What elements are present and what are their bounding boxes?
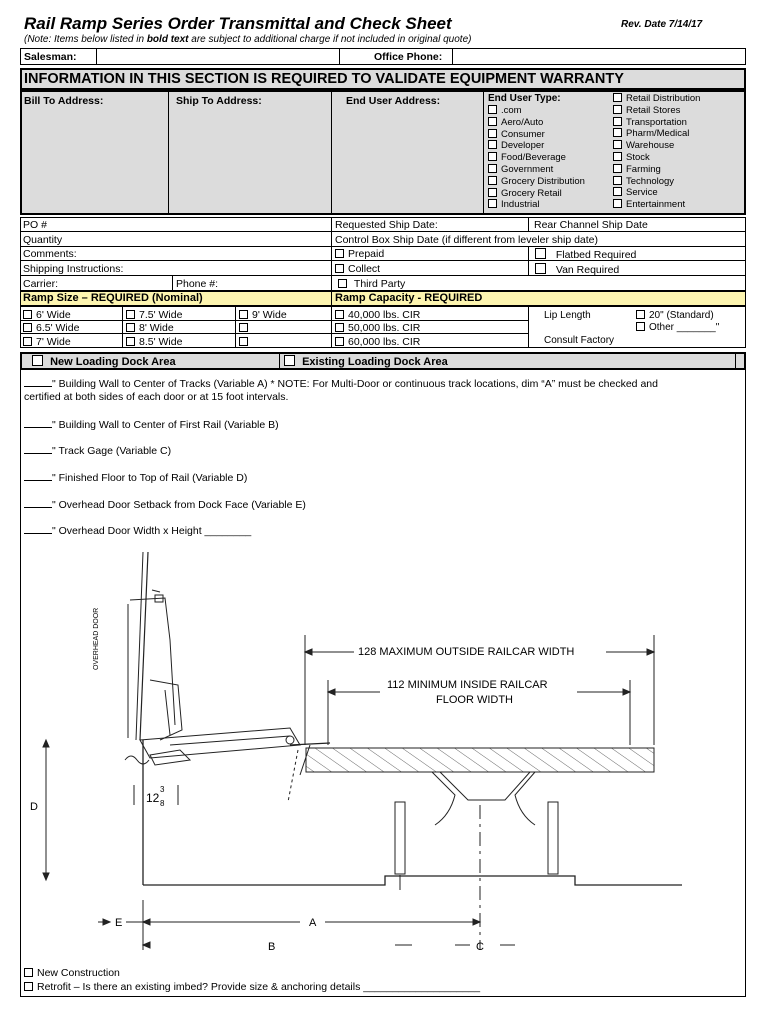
ship-to-field[interactable] [170,110,330,213]
end-user-type-option-checkbox[interactable] [613,140,622,149]
lip-standard-option[interactable] [636,310,714,321]
end-user-type-option-checkbox[interactable] [488,164,497,173]
end-user-type-option-checkbox[interactable] [488,152,497,161]
ramp-size-option-checkbox[interactable] [239,337,248,346]
lip-standard-checkbox[interactable] [636,310,645,319]
end-user-type-option[interactable] [488,105,522,116]
salesman-label: Salesman: [24,51,77,63]
overhead-door-drawing [128,552,182,740]
end-user-type-option-label: Industrial [501,199,540,211]
dim-b-blank[interactable] [24,418,52,428]
ramp-size-option-checkbox[interactable] [23,323,32,332]
end-user-type-option-checkbox[interactable] [488,188,497,197]
ramp-size-option-checkbox[interactable] [239,310,248,319]
lip-other-option[interactable] [636,322,719,333]
ramp-size-heading: Ramp Size – REQUIRED (Nominal) [23,292,203,304]
dim-b-text: " Building Wall to Center of First Rail (Variable B) [52,419,279,431]
end-user-type-option[interactable] [613,128,689,139]
note-prefix: (Note: Items below listed in [24,34,147,45]
min-width-label-2: FLOOR WIDTH [436,694,513,706]
pricing-note [24,34,471,45]
document-title: Rail Ramp Series Order Transmittal and Check Sheet [24,14,452,33]
existing-dock-checkbox[interactable] [284,355,295,366]
ramp-capacity-option[interactable] [335,309,420,321]
ramp-size-option-label: 8.5' Wide [139,336,183,348]
new-construction-option[interactable] [24,967,120,979]
dim-e [24,498,306,511]
dim-e-blank[interactable] [24,498,52,508]
ramp-size-option-label: 8' Wide [139,322,174,334]
ground-line [143,876,682,885]
end-user-type-option-label: Entertainment [626,199,686,211]
end-user-type-option-checkbox[interactable] [488,199,497,208]
overhead-door-label: OVERHEAD DOOR [93,607,100,670]
end-user-type-option-checkbox[interactable] [488,117,497,126]
end-user-type-option-label: Developer [501,140,545,152]
rail-ramp-diagram [0,540,770,960]
rear-channel-ship-date-label: Rear Channel Ship Date [534,219,648,231]
end-user-address-label: End User Address: [346,95,441,107]
ramp-size-option[interactable] [239,309,287,321]
dim-d [24,471,247,484]
label-a: A [309,917,317,929]
end-user-type-option[interactable] [613,105,680,116]
end-user-type-option[interactable] [488,199,540,210]
end-user-type-option-checkbox[interactable] [613,152,622,161]
bill-to-field[interactable] [22,110,167,213]
collect-label: Collect [348,263,381,275]
ramp-size-option[interactable] [23,336,71,348]
dim-d-text: " Finished Floor to Top of Rail (Variable D) [52,472,248,484]
ramp-capacity-option[interactable] [335,322,420,334]
end-user-type-option[interactable] [488,129,545,140]
end-user-type-option-label: Service [626,187,658,199]
setback-numerator: 3 [160,785,165,794]
dim-b [24,418,279,431]
ship-to-label: Ship To Address: [176,95,262,107]
railcar-floor [306,748,654,772]
end-user-type-option-checkbox[interactable] [613,164,622,173]
retrofit-label: Retrofit – Is there an existing imbed? Provide size & anchoring details ____________________ [37,981,481,993]
end-user-type-option[interactable] [613,199,685,210]
end-user-type-option[interactable] [613,164,661,175]
railcar-underframe [395,772,558,874]
end-user-type-option-label: Retail Distribution [626,93,701,104]
lip-length-label: Lip Length [544,310,591,321]
min-width-label-1: 112 MINIMUM INSIDE RAILCAR [387,679,548,691]
end-user-type-option-label: Warehouse [626,140,675,152]
ramp-size-option-label: 6' Wide [36,309,71,321]
end-user-type-option-checkbox[interactable] [488,105,497,114]
end-user-type-option[interactable] [613,117,687,128]
existing-dock-option[interactable] [284,355,448,368]
requested-ship-date-label: Requested Ship Date: [335,219,438,231]
ramp-capacity-option-checkbox[interactable] [335,323,344,332]
setback-whole: 12 [146,791,160,805]
flatbed-checkbox[interactable] [535,248,546,259]
label-d: D [30,801,38,813]
revision-date: Rev. Date 7/14/17 [621,19,703,30]
ramp-capacity-option-checkbox[interactable] [335,310,344,319]
end-user-type-option[interactable] [488,176,585,187]
dim-d-blank[interactable] [24,471,52,481]
collect-checkbox[interactable] [335,264,344,273]
end-user-type-option[interactable] [488,117,543,128]
end-user-type-option-label: Retail Stores [626,104,681,116]
ramp-size-option-checkbox[interactable] [239,323,248,332]
end-user-address-field[interactable] [333,110,482,213]
lip-standard-label: 20" (Standard) [649,310,714,321]
end-user-type-option[interactable] [613,187,658,198]
ramp-size-option-label: 7.5' Wide [139,309,183,321]
po-label: PO # [23,219,47,231]
carrier-label: Carrier: [23,278,59,290]
dim-a-text: " Building Wall to Center of Tracks (Variable A) * NOTE: For Multi-Door or continuous track locations, dim “A” must be checked and [52,378,658,390]
prepaid-checkbox[interactable] [335,249,344,258]
van-label: Van Required [555,264,620,276]
ramp-capacity-option-checkbox[interactable] [335,337,344,346]
ramp-size-option-checkbox[interactable] [23,310,32,319]
salesman-field[interactable] [97,49,338,64]
ramp-size-option-label: 7' Wide [36,336,71,348]
end-user-type-option-checkbox[interactable] [488,129,497,138]
dim-c-blank[interactable] [24,444,52,454]
ramp-size-option-checkbox[interactable] [126,337,135,346]
dim-a-blank[interactable] [24,377,52,387]
control-box-ship-date-label: Control Box Ship Date (if different from leveler ship date) [335,234,599,246]
end-user-type-option-checkbox[interactable] [613,199,622,208]
note-suffix: are subject to additional charge if not included in original quote) [188,34,472,45]
label-c: C [476,941,484,953]
office-phone-label: Office Phone: [374,51,443,63]
existing-dock-label: Existing Loading Dock Area [302,356,448,368]
ramp-size-option-label: 6.5' Wide [36,322,80,334]
end-user-type-option[interactable] [613,140,674,151]
lip-other-checkbox[interactable] [636,322,645,331]
ramp-capacity-option-label: 50,000 lbs. CIR [348,322,421,334]
bill-to-label: Bill To Address: [24,95,104,107]
end-user-type-option[interactable] [488,140,544,151]
end-user-type-option[interactable] [613,93,700,104]
collect-option[interactable] [335,263,380,275]
end-user-type-option-checkbox[interactable] [613,93,622,102]
ramp-size-option[interactable] [126,309,182,321]
dim-c [24,444,171,457]
flatbed-option[interactable] [535,248,636,261]
third-party-option[interactable] [338,278,405,290]
quantity-label: Quantity [23,234,63,246]
ramp-size-option[interactable] [239,322,252,334]
end-user-type-option-checkbox[interactable] [613,105,622,114]
dim-door [24,524,251,537]
label-b: B [268,941,276,953]
comments-label: Comments: [23,248,77,260]
end-user-type-option[interactable] [488,188,562,199]
end-user-type-option[interactable] [613,152,650,163]
ramp-size-option-label: 9' Wide [252,309,287,321]
flatbed-label: Flatbed Required [555,249,637,261]
ramp-capacity-option-label: 60,000 lbs. CIR [348,336,421,348]
dim-c-text: " Track Gage (Variable C) [52,445,172,457]
ramp-size-option[interactable] [23,309,71,321]
ramp-size-option[interactable] [126,336,182,348]
end-user-type-option-checkbox[interactable] [488,176,497,185]
ramp-capacity-option[interactable] [335,336,420,348]
office-phone-field[interactable] [453,49,745,64]
end-user-type-option-label: Pharm/Medical [626,128,690,140]
ramp-size-option-checkbox[interactable] [126,323,135,332]
end-user-type-option-checkbox[interactable] [613,128,622,137]
end-user-type-label: End User Type: [488,93,561,104]
end-user-type-option-label: Aero/Auto [501,116,544,128]
retrofit-option[interactable] [24,981,480,993]
dim-door-blank[interactable] [24,524,52,534]
warranty-heading: INFORMATION IN THIS SECTION IS REQUIRED TO VALIDATE EQUIPMENT WARRANTY [24,71,624,87]
end-user-type-option[interactable] [613,176,674,187]
dim-door-text: " Overhead Door Width x Height ________ [52,525,252,537]
setback-denominator: 8 [160,799,165,808]
dim-a [24,377,658,390]
shipping-instructions-label: Shipping Instructions: [23,263,124,275]
label-e: E [115,917,123,929]
end-user-type-option-label: Farming [626,163,661,175]
ramp-size-option-checkbox[interactable] [126,310,135,319]
end-user-type-option[interactable] [488,164,553,175]
end-user-type-option-checkbox[interactable] [613,117,622,126]
phone-label: Phone #: [176,278,219,290]
new-dock-label: New Loading Dock Area [50,356,176,368]
third-party-checkbox[interactable] [338,279,347,288]
end-user-type-option-label: .com [501,105,522,116]
end-user-type-option-label: Transportation [626,116,687,128]
new-construction-checkbox[interactable] [24,968,33,977]
end-user-type-option-label: Food/Beverage [501,152,566,164]
ramp-size-option[interactable] [126,322,174,334]
van-checkbox[interactable] [535,263,546,274]
end-user-type-option-label: Grocery Retail [501,187,562,199]
ramp-size-option[interactable] [239,336,252,348]
max-width-label: 128 MAXIMUM OUTSIDE RAILCAR WIDTH [358,646,575,658]
ramp-capacity-heading: Ramp Capacity - REQUIRED [335,292,483,304]
end-user-type-option-label: Grocery Distribution [501,175,585,187]
end-user-type-option[interactable] [488,152,566,163]
prepaid-label: Prepaid [348,248,385,260]
dim-a-note: certified at both sides of each door or at 15 foot intervals. [24,391,289,403]
ramp-size-option-checkbox[interactable] [23,337,32,346]
new-dock-option[interactable] [32,355,176,368]
note-bold: bold text [146,34,189,45]
end-user-type-option-checkbox[interactable] [613,187,622,196]
end-user-type-option-label: Technology [626,175,675,187]
prepaid-option[interactable] [335,248,384,260]
ramp-capacity-option-label: 40,000 lbs. CIR [348,309,421,321]
van-option[interactable] [535,263,619,276]
end-user-type-option-label: Government [501,164,554,175]
end-user-type-option-label: Stock [626,152,650,163]
lip-other-label: Other _______" [649,322,720,333]
end-user-type-option-checkbox[interactable] [613,176,622,185]
new-dock-checkbox[interactable] [32,355,43,366]
dim-e-text: " Overhead Door Setback from Dock Face (Variable E) [52,499,306,511]
retrofit-checkbox[interactable] [24,982,33,991]
consult-factory-label: Consult Factory [544,335,615,346]
third-party-label: Third Party [353,278,406,290]
ramp-size-option[interactable] [23,322,79,334]
new-construction-label: New Construction [37,967,120,979]
end-user-type-option-checkbox[interactable] [488,140,497,149]
end-user-type-option-label: Consumer [501,128,545,140]
